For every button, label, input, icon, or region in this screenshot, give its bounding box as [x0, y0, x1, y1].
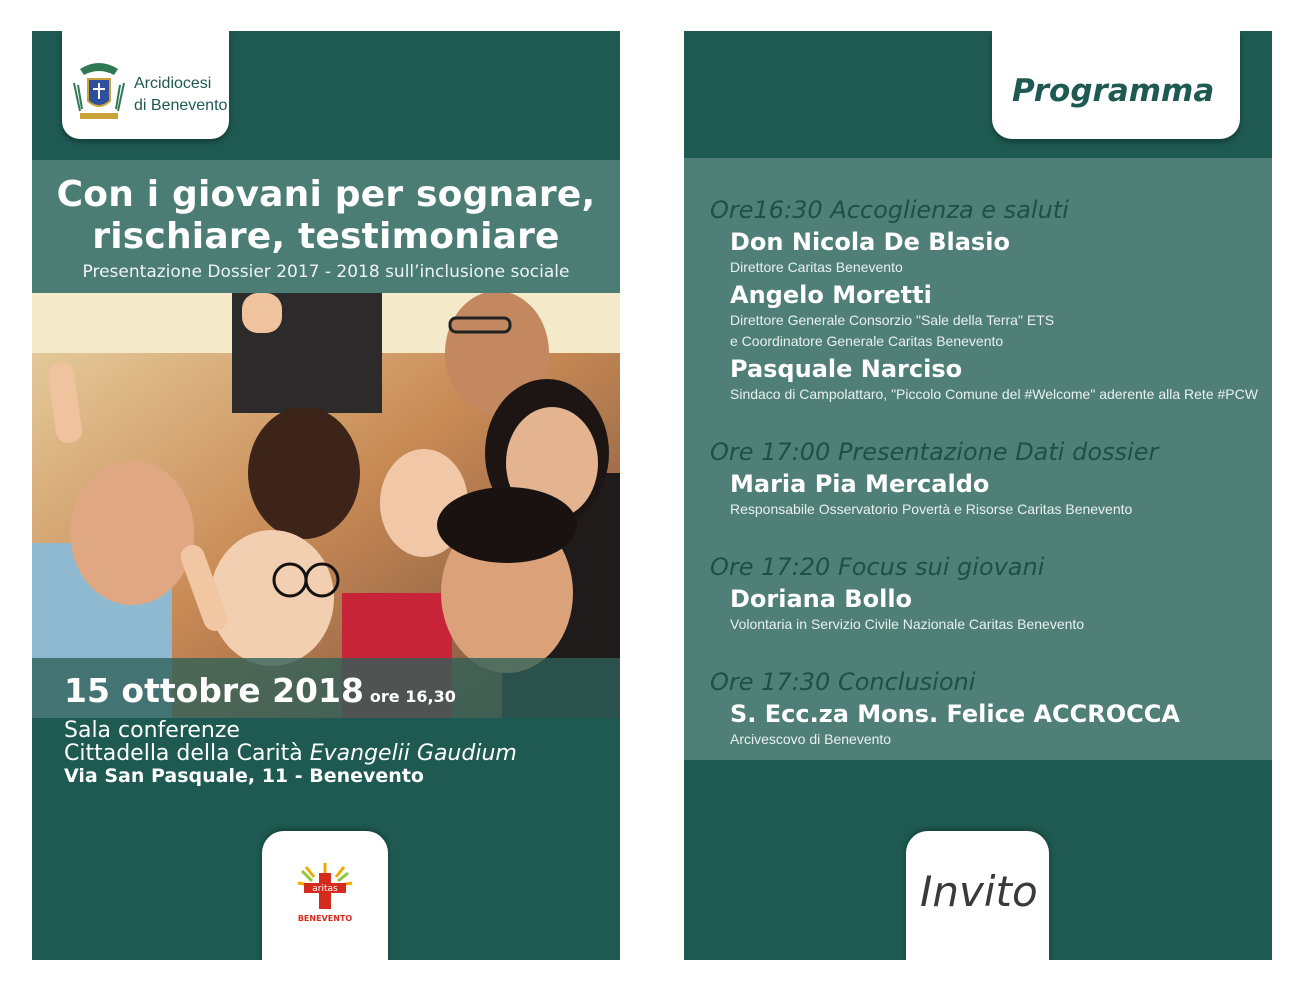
caritas-word: aritas: [312, 884, 338, 894]
schedule-time: Ore 17:20 Focus sui giovani: [710, 553, 1045, 581]
invito-tab: [906, 831, 1049, 960]
archdiocese-logo: [62, 31, 229, 139]
event-time: ore 16,30: [369, 687, 456, 706]
schedule-time: Ore 17:00 Presentazione Dati dossier: [710, 438, 1159, 466]
subtitle: Presentazione Dossier 2017 - 2018 sull’inclusione sociale: [82, 262, 570, 282]
speaker-name: Pasquale Narciso: [730, 355, 963, 383]
speaker-role: Responsabile Osservatorio Povertà e Risorse Caritas Benevento: [730, 501, 1133, 517]
title-line-2: rischiare, testimoniare: [92, 216, 560, 257]
speaker-name: Maria Pia Mercaldo: [730, 470, 990, 498]
speaker-role: Arcivescovo di Benevento: [730, 731, 892, 747]
front-cover: [32, 31, 620, 960]
logo-line-2: di Benevento: [134, 97, 228, 114]
schedule-time: Ore 17:30 Conclusioni: [710, 668, 976, 696]
speaker-role: Direttore Generale Consorzio "Sale della Terra" ETS: [730, 312, 1055, 328]
program-heading: Programma: [1012, 73, 1215, 109]
title-band: [32, 160, 620, 293]
speaker-role: Direttore Caritas Benevento: [730, 259, 903, 275]
venue-line-2-prefix: Cittadella della Carità: [64, 741, 310, 766]
caritas-logo-icon: [296, 863, 354, 925]
coat-of-arms-icon: [70, 61, 128, 125]
logo-line-1: Arcidiocesi: [134, 75, 212, 92]
program-heading-tab: [992, 31, 1240, 139]
schedule: [684, 158, 1272, 760]
caritas-logo-tab: [262, 831, 388, 960]
speaker-name: Don Nicola De Blasio: [730, 228, 1010, 256]
program-page: [684, 31, 1272, 960]
event-date: [64, 671, 456, 710]
caritas-city: BENEVENTO: [297, 914, 353, 923]
invito-label: Invito: [920, 867, 1038, 916]
title-line-1: Con i giovani per sognare,: [56, 174, 596, 215]
venue: [64, 719, 517, 788]
speaker-name: Angelo Moretti: [730, 281, 932, 309]
speaker-name: S. Ecc.za Mons. Felice ACCROCCA: [730, 700, 1180, 728]
venue-address: Via San Pasquale, 11 - Benevento: [64, 765, 424, 787]
group-selfie-photo: [32, 293, 620, 718]
event-date-text: 15 ottobre 2018: [64, 671, 364, 710]
speaker-name: Doriana Bollo: [730, 585, 913, 613]
venue-line-2: [64, 742, 517, 765]
speaker-role: Volontaria in Servizio Civile Nazionale Caritas Benevento: [730, 616, 1085, 632]
schedule-time: Ore16:30 Accoglienza e saluti: [710, 196, 1069, 224]
venue-line-2-italic: Evangelii Gaudium: [309, 741, 517, 766]
speaker-role: Sindaco di Campolattaro, "Piccolo Comune del #Welcome" aderente alla Rete #PCW: [730, 386, 1258, 402]
venue-line-1: Sala conferenze: [64, 718, 240, 743]
speaker-role-continued: e Coordinatore Generale Caritas Benevento: [730, 333, 1004, 349]
